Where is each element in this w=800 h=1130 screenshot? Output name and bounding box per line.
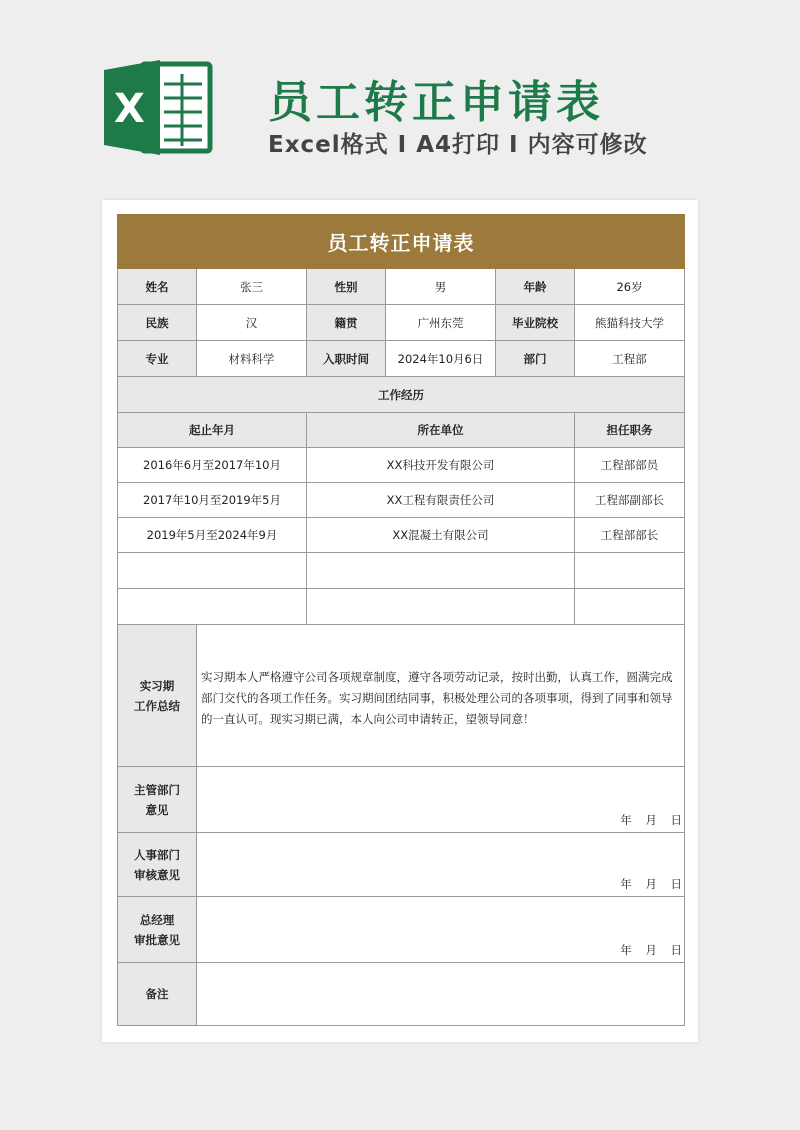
gm-opinion-field[interactable] bbox=[197, 897, 685, 963]
position-cell[interactable]: 工程部部员 bbox=[575, 448, 685, 483]
page-subtitle: Excel格式 I A4打印 I 内容可修改 bbox=[268, 132, 648, 158]
supervisor-opinion-label bbox=[118, 767, 197, 833]
employer-cell[interactable]: XX科技开发有限公司 bbox=[307, 448, 575, 483]
ethnicity-label: 民族 bbox=[118, 305, 197, 341]
native-place-value[interactable]: 广州东莞 bbox=[386, 305, 496, 341]
period-cell[interactable] bbox=[118, 553, 307, 589]
table-row bbox=[118, 553, 685, 589]
info-row bbox=[118, 305, 685, 341]
table-row bbox=[118, 589, 685, 625]
opinion-label-line2: 审批意见 bbox=[134, 932, 180, 947]
remarks-label: 备注 bbox=[118, 963, 197, 1026]
period-column-header: 起止年月 bbox=[118, 413, 307, 448]
form-title-row bbox=[118, 215, 685, 269]
work-history-heading-row bbox=[118, 377, 685, 413]
position-cell[interactable] bbox=[575, 553, 685, 589]
excel-logo-letter: X bbox=[114, 86, 145, 132]
major-value[interactable]: 材料科学 bbox=[197, 341, 307, 377]
name-label: 姓名 bbox=[118, 269, 197, 305]
position-cell[interactable]: 工程部副部长 bbox=[575, 483, 685, 518]
page-title: 员工转正申请表 bbox=[268, 77, 604, 128]
opinion-row bbox=[118, 767, 685, 833]
gender-value[interactable]: 男 bbox=[386, 269, 496, 305]
employer-cell[interactable]: XX混凝土有限公司 bbox=[307, 518, 575, 553]
period-cell[interactable]: 2019年5月至2024年9月 bbox=[118, 518, 307, 553]
employer-cell[interactable] bbox=[307, 553, 575, 589]
table-row bbox=[118, 448, 685, 483]
date-placeholder: 年 月 日 bbox=[620, 877, 683, 891]
period-cell[interactable] bbox=[118, 589, 307, 625]
page-header bbox=[0, 0, 800, 200]
department-label: 部门 bbox=[496, 341, 575, 377]
form-title: 员工转正申请表 bbox=[118, 215, 685, 269]
major-label: 专业 bbox=[118, 341, 197, 377]
excel-icon bbox=[104, 60, 214, 155]
age-value[interactable]: 26岁 bbox=[575, 269, 685, 305]
school-label: 毕业院校 bbox=[496, 305, 575, 341]
summary-text[interactable]: 实习期本人严格遵守公司各项规章制度，遵守各项劳动记录，按时出勤，认真工作，圆满完成部门交代的各项工作任务。实习期间团结同事，积极处理公司的各项事项，得到了同事和领导的一直认可。现实习期已满，本人向公司申请转正，望领导同意！ bbox=[197, 625, 685, 767]
opinion-row bbox=[118, 897, 685, 963]
hire-date-label: 入职时间 bbox=[307, 341, 386, 377]
hire-date-value[interactable]: 2024年10月6日 bbox=[386, 341, 496, 377]
date-placeholder: 年 月 日 bbox=[620, 813, 683, 827]
remarks-field[interactable] bbox=[197, 963, 685, 1026]
position-column-header: 担任职务 bbox=[575, 413, 685, 448]
opinion-label-line1: 总经理 bbox=[139, 912, 175, 927]
supervisor-opinion-field[interactable] bbox=[197, 767, 685, 833]
remarks-row bbox=[118, 963, 685, 1026]
department-value[interactable]: 工程部 bbox=[575, 341, 685, 377]
summary-label-line2: 工作总结 bbox=[134, 698, 180, 713]
period-cell[interactable]: 2017年10月至2019年5月 bbox=[118, 483, 307, 518]
application-form bbox=[117, 214, 685, 1026]
age-label: 年龄 bbox=[496, 269, 575, 305]
native-place-label: 籍贯 bbox=[307, 305, 386, 341]
period-cell[interactable]: 2016年6月至2017年10月 bbox=[118, 448, 307, 483]
table-row bbox=[118, 518, 685, 553]
name-value[interactable]: 张三 bbox=[197, 269, 307, 305]
work-history-header-row bbox=[118, 413, 685, 448]
position-cell[interactable]: 工程部部长 bbox=[575, 518, 685, 553]
employer-cell[interactable]: XX工程有限责任公司 bbox=[307, 483, 575, 518]
opinion-label-line1: 人事部门 bbox=[134, 847, 180, 862]
hr-opinion-field[interactable] bbox=[197, 833, 685, 897]
summary-row bbox=[118, 625, 685, 767]
school-value[interactable]: 熊猫科技大学 bbox=[575, 305, 685, 341]
employer-column-header: 所在单位 bbox=[307, 413, 575, 448]
gm-opinion-label bbox=[118, 897, 197, 963]
summary-label-line1: 实习期 bbox=[139, 678, 175, 693]
gender-label: 性别 bbox=[307, 269, 386, 305]
employer-cell[interactable] bbox=[307, 589, 575, 625]
table-row bbox=[118, 483, 685, 518]
summary-label bbox=[118, 625, 197, 767]
info-row bbox=[118, 269, 685, 305]
position-cell[interactable] bbox=[575, 589, 685, 625]
opinion-label-line2: 意见 bbox=[145, 802, 169, 817]
opinion-label-line2: 审核意见 bbox=[134, 867, 180, 882]
info-row bbox=[118, 341, 685, 377]
hr-opinion-label bbox=[118, 833, 197, 897]
opinion-label-line1: 主管部门 bbox=[134, 782, 180, 797]
ethnicity-value[interactable]: 汉 bbox=[197, 305, 307, 341]
date-placeholder: 年 月 日 bbox=[620, 943, 683, 957]
opinion-row bbox=[118, 833, 685, 897]
work-history-title: 工作经历 bbox=[118, 377, 685, 413]
